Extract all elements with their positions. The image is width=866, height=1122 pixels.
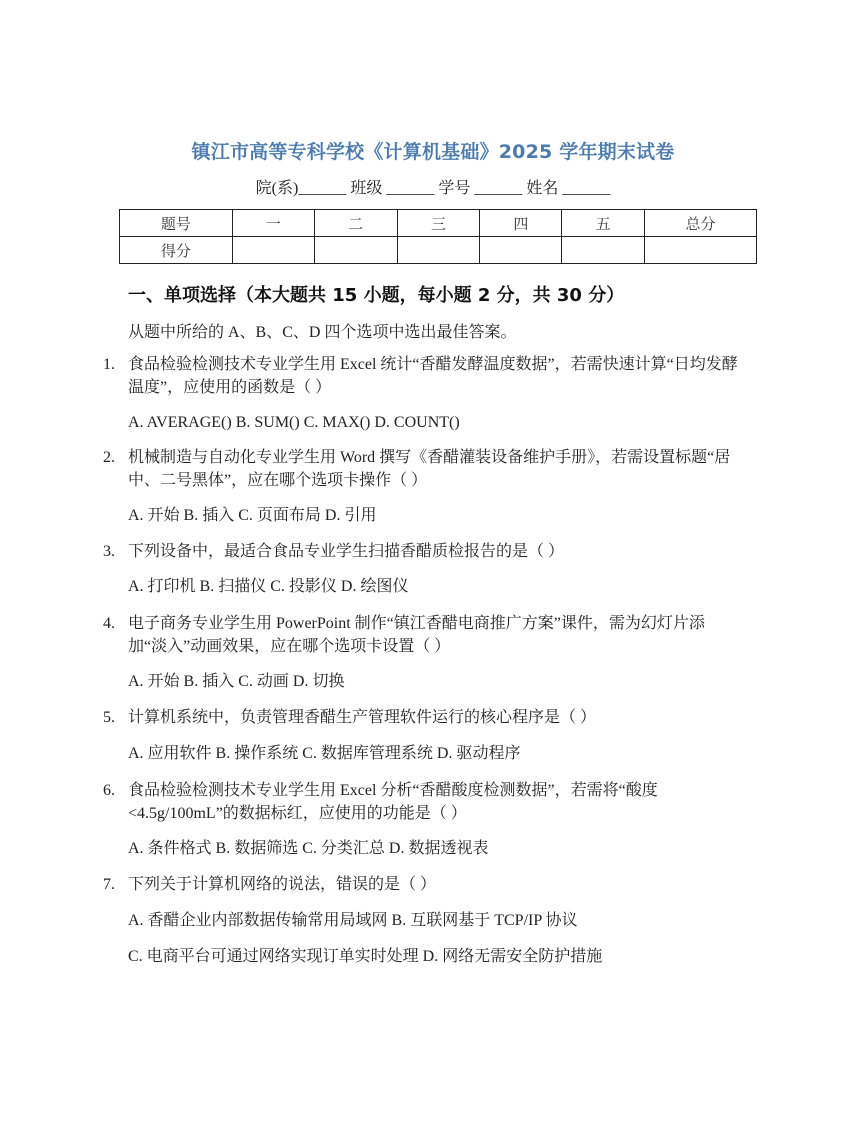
table-cell (314, 237, 397, 264)
table-cell (232, 237, 314, 264)
score-table (119, 209, 757, 264)
score-table-header-row (120, 210, 757, 237)
student-info-line: 院(系)______ 班级 ______ 学号 ______ 姓名 ______ (255, 180, 611, 197)
table-cell: 四 (480, 210, 562, 237)
question-options: A. 香醋企业内部数据传输常用局域网 B. 互联网基于 TCP/IP 协议 (128, 912, 578, 929)
question-options: A. 打印机 B. 扫描仪 C. 投影仪 D. 绘图仪 (128, 578, 409, 595)
question-number: 7. (103, 876, 115, 893)
question-text: 机械制造与自动化专业学生用 Word 撰写《香醋灌装设备维护手册》，若需设置标题“居中、二号黑体”，应在哪个选项卡操作（ ） (128, 449, 731, 489)
question-stem (103, 540, 743, 563)
question-text: 食品检验检测技术专业学生用 Excel 分析“香醋酸度检测数据”，若需将“酸度<4.5g/100mL”的数据标红，应使用的功能是（ ） (128, 782, 658, 822)
table-cell: 二 (314, 210, 397, 237)
question-text: 计算机系统中，负责管理香醋生产管理软件运行的核心程序是（ ） (128, 709, 597, 726)
table-cell: 三 (397, 210, 480, 237)
question-stem (103, 612, 743, 658)
question-text: 电子商务专业学生用 PowerPoint 制作“镇江香醋电商推广方案”课件，需为幻灯片添加“淡入”动画效果，应在哪个选项卡设置（ ） (128, 615, 705, 655)
page-title: 镇江市高等专科学校《计算机基础》2025 学年期末试卷 (191, 141, 675, 163)
table-cell: 总分 (645, 210, 757, 237)
question-text: 下列设备中，最适合食品专业学生扫描香醋质检报告的是（ ） (128, 543, 565, 560)
table-cell (645, 237, 757, 264)
question-number: 2. (103, 449, 115, 466)
table-cell: 一 (232, 210, 314, 237)
table-cell (480, 237, 562, 264)
question-number: 3. (103, 543, 115, 560)
table-cell (562, 237, 645, 264)
question-stem (103, 706, 743, 729)
question-options: A. 开始 B. 插入 C. 动画 D. 切换 (128, 673, 345, 690)
question-number: 1. (103, 356, 115, 373)
question-number: 4. (103, 615, 115, 632)
question-stem (103, 873, 743, 896)
question-options: A. 开始 B. 插入 C. 页面布局 D. 引用 (128, 507, 377, 524)
question-number: 6. (103, 782, 115, 799)
question-options: A. AVERAGE() B. SUM() C. MAX() D. COUNT() (128, 414, 460, 431)
question-options: A. 应用软件 B. 操作系统 C. 数据库管理系统 D. 驱动程序 (128, 745, 521, 762)
section-instruction: 从题中所给的 A、B、C、D 四个选项中选出最佳答案。 (128, 324, 517, 341)
table-cell: 五 (562, 210, 645, 237)
question-options: C. 电商平台可通过网络实现订单实时处理 D. 网络无需安全防护措施 (128, 948, 603, 965)
question-number: 5. (103, 709, 115, 726)
question-stem (103, 353, 743, 399)
table-cell: 题号 (120, 210, 233, 237)
question-options: A. 条件格式 B. 数据筛选 C. 分类汇总 D. 数据透视表 (128, 840, 489, 857)
score-table-score-row (120, 237, 757, 264)
table-cell: 得分 (120, 237, 233, 264)
question-text: 食品检验检测技术专业学生用 Excel 统计“香醋发酵温度数据”，若需快速计算“日均发酵温度”，应使用的函数是（ ） (128, 356, 738, 396)
question-text: 下列关于计算机网络的说法，错误的是（ ） (128, 876, 437, 893)
question-stem (103, 779, 743, 825)
table-cell (397, 237, 480, 264)
section-heading: 一、单项选择（本大题共 15 小题，每小题 2 分，共 30 分） (128, 285, 625, 306)
question-stem (103, 446, 743, 492)
